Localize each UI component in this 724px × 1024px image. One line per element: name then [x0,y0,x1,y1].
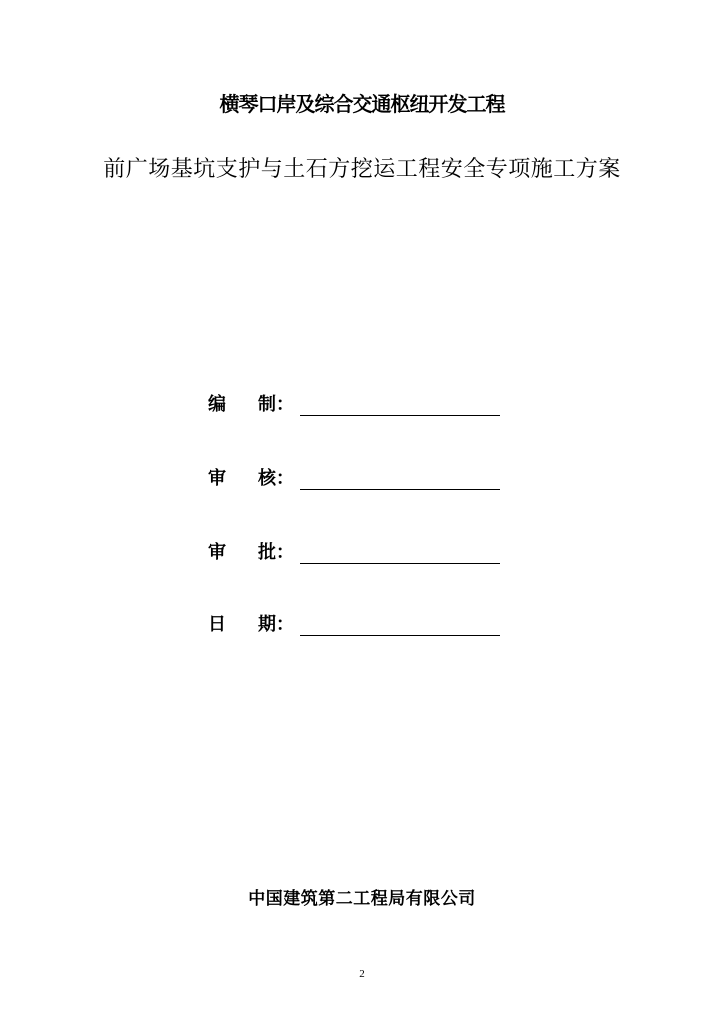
sign-field-blank-line [300,541,500,564]
sign-field-label-char2: 批： [258,542,294,563]
sign-field-reviewed [208,460,500,490]
sign-field-label-char1: 审 [208,468,226,489]
sign-field-label-char1: 日 [208,614,226,635]
sign-field-date [208,606,500,636]
sign-field-blank-line [300,467,500,490]
project-title: 横琴口岸及综合交通枢纽开发工程 [219,92,505,116]
page-number: 2 [359,968,365,980]
sign-field-label-char2: 期： [258,614,294,635]
sign-field-label [208,464,300,490]
sign-field-label [208,610,300,636]
sign-field-label-char1: 编 [208,394,226,415]
plan-title: 前广场基坑支护与土石方挖运工程安全专项施工方案 [103,157,621,182]
sign-field-approved [208,534,500,564]
sign-field-compiled [208,386,500,416]
sign-field-label [208,538,300,564]
sign-field-blank-line [300,613,500,636]
sign-field-blank-line [300,393,500,416]
sign-field-label-char2: 核： [258,468,294,489]
sign-field-label [208,390,300,416]
sign-field-label-char1: 审 [208,542,226,563]
sign-field-label-char2: 制： [258,394,294,415]
company-name: 中国建筑第二工程局有限公司 [248,889,476,909]
